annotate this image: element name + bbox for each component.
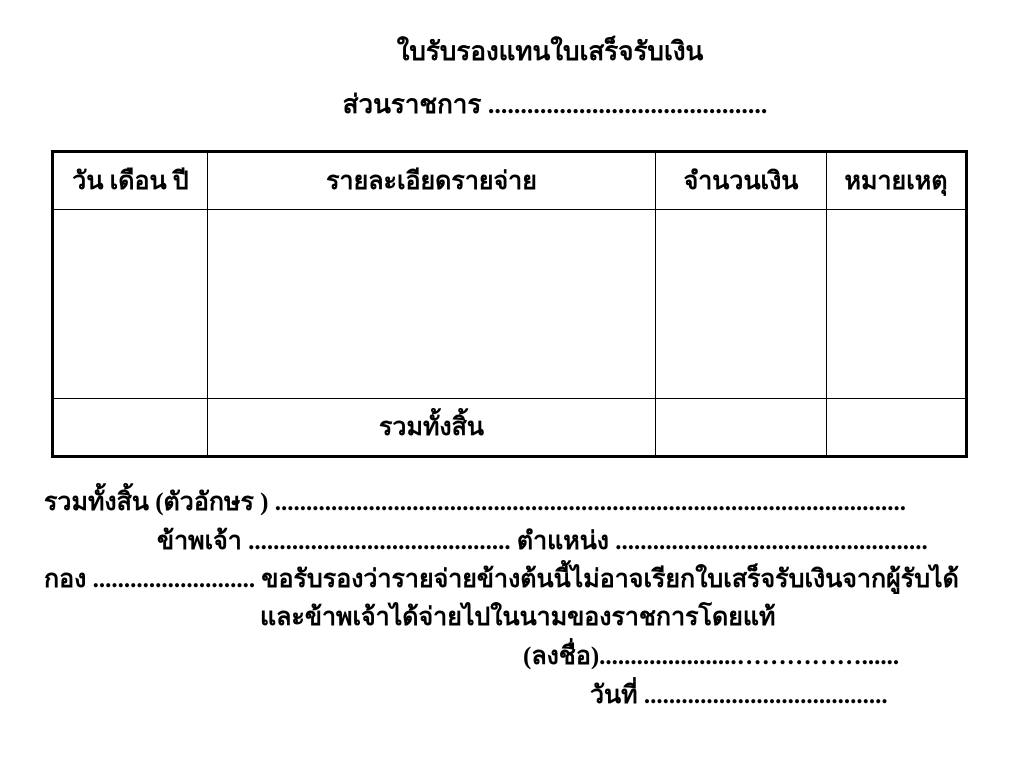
total-label: รวมทั้งสิ้น xyxy=(208,399,656,457)
total-in-words-line: รวมทั้งสิ้น (ตัวอักษร ) ..................................................................................................... xyxy=(44,489,906,516)
cell-date xyxy=(53,210,208,399)
header-remarks: หมายเหตุ xyxy=(827,152,967,210)
cell-remarks xyxy=(827,210,967,399)
total-row xyxy=(53,399,967,457)
paid-on-behalf-line: และข้าพเจ้าได้จ่ายไปในนามของราชการโดยแท้ xyxy=(260,604,776,631)
signature-line: (ลงชื่อ)......................……………...... xyxy=(523,643,900,670)
header-details: รายละเอียดรายจ่าย xyxy=(208,152,656,210)
date-line: วันที่ ....................................... xyxy=(590,682,888,709)
header-amount: จำนวนเงิน xyxy=(656,152,827,210)
header-date: วัน เดือน ปี xyxy=(53,152,208,210)
name-position-line: ข้าพเจ้า .......................................... ตำแหน่ง .................................................. xyxy=(157,528,928,555)
cell-details xyxy=(208,210,656,399)
document-title: ใบรับรองแทนใบเสร็จรับเงิน xyxy=(396,37,704,66)
division-certify-line: กอง .......................... ขอรับรองว่ารายจ่ายข้างต้นนี้ไม่อาจเรียกใบเสร็จรับเงินจากผู้รับได้ xyxy=(44,566,959,593)
total-cell-amount xyxy=(656,399,827,457)
agency-field: ส่วนราชการ ........................................... xyxy=(342,90,768,119)
cell-amount xyxy=(656,210,827,399)
expense-table xyxy=(51,150,968,458)
total-cell-remarks xyxy=(827,399,967,457)
table-header-row xyxy=(53,152,967,210)
total-cell-date xyxy=(53,399,208,457)
table-row xyxy=(53,210,967,399)
